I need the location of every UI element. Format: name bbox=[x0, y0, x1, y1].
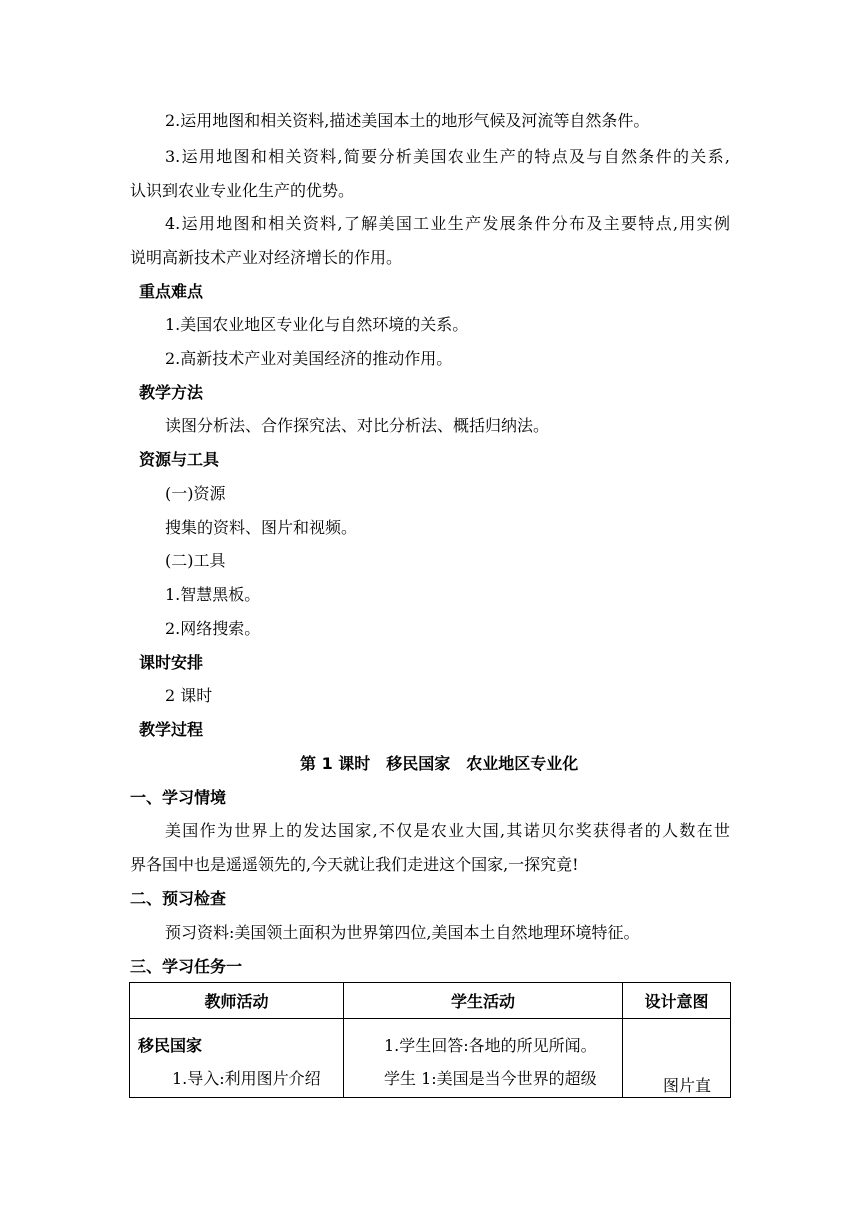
design-intent-cell bbox=[623, 1019, 731, 1098]
tool-2: 2.网络搜索。 bbox=[165, 619, 261, 638]
key-points-heading: 重点难点 bbox=[139, 282, 204, 301]
section2-heading: 二、预习检查 bbox=[130, 889, 227, 908]
process-heading: 教学过程 bbox=[139, 720, 204, 739]
section3-heading: 三、学习任务一 bbox=[130, 957, 243, 976]
objective-4-line2: 说明高新技术产业对经济增长的作用。 bbox=[130, 248, 403, 267]
key-point-2: 2.高新技术产业对美国经济的推动作用。 bbox=[165, 349, 453, 368]
methods-heading: 教学方法 bbox=[139, 383, 204, 402]
student-activity-line1: 1.学生回答:各地的所见所闻。 bbox=[384, 1036, 597, 1055]
schedule-heading: 课时安排 bbox=[139, 653, 204, 672]
table-row bbox=[130, 1019, 731, 1098]
resources-sub1-text: 搜集的资料、图片和视频。 bbox=[165, 518, 358, 537]
objective-2: 2.运用地图和相关资料,描述美国本土的地形气候及河流等自然条件。 bbox=[165, 111, 650, 130]
objective-4-line1: 4.运用地图和相关资料,了解美国工业生产发展条件分布及主要特点,用实例 bbox=[165, 214, 730, 233]
header-teacher-activity: 教师活动 bbox=[130, 983, 344, 1019]
section1-line2: 界各国中也是遥遥领先的,今天就让我们走进这个国家,一探究竟! bbox=[130, 855, 579, 874]
lesson-title: 第 1 课时 移民国家 农业地区专业化 bbox=[300, 754, 579, 773]
student-activity-cell bbox=[344, 1019, 623, 1098]
task-table bbox=[129, 982, 731, 1098]
key-point-1: 1.美国农业地区专业化与自然环境的关系。 bbox=[165, 315, 469, 334]
objective-3-line2: 认识到农业专业化生产的优势。 bbox=[130, 181, 355, 200]
schedule-text: 2 课时 bbox=[165, 686, 213, 705]
methods-text: 读图分析法、合作探究法、对比分析法、概括归纳法。 bbox=[165, 416, 550, 435]
section2-text: 预习资料:美国领土面积为世界第四位,美国本土自然地理环境特征。 bbox=[165, 923, 640, 942]
table-header-row bbox=[130, 983, 731, 1019]
resources-heading: 资源与工具 bbox=[139, 450, 220, 469]
student-activity-line2: 学生 1:美国是当今世界的超级 bbox=[384, 1069, 597, 1088]
tool-1: 1.智慧黑板。 bbox=[165, 585, 261, 604]
section1-line1: 美国作为世界上的发达国家,不仅是农业大国,其诺贝尔奖获得者的人数在世 bbox=[165, 821, 730, 840]
resources-sub2: (二)工具 bbox=[165, 551, 226, 570]
teacher-activity-title: 移民国家 bbox=[138, 1036, 203, 1055]
header-design-intent: 设计意图 bbox=[623, 983, 731, 1019]
header-student-activity: 学生活动 bbox=[344, 983, 623, 1019]
objective-3-line1: 3.运用地图和相关资料,简要分析美国农业生产的特点及与自然条件的关系, bbox=[165, 147, 730, 166]
resources-sub1: (一)资源 bbox=[165, 484, 226, 503]
section1-heading: 一、学习情境 bbox=[130, 788, 227, 807]
teacher-activity-cell bbox=[130, 1019, 344, 1098]
design-intent-line: 图片直 bbox=[663, 1076, 712, 1095]
teacher-activity-line: 1.导入:利用图片介绍 bbox=[172, 1069, 321, 1088]
